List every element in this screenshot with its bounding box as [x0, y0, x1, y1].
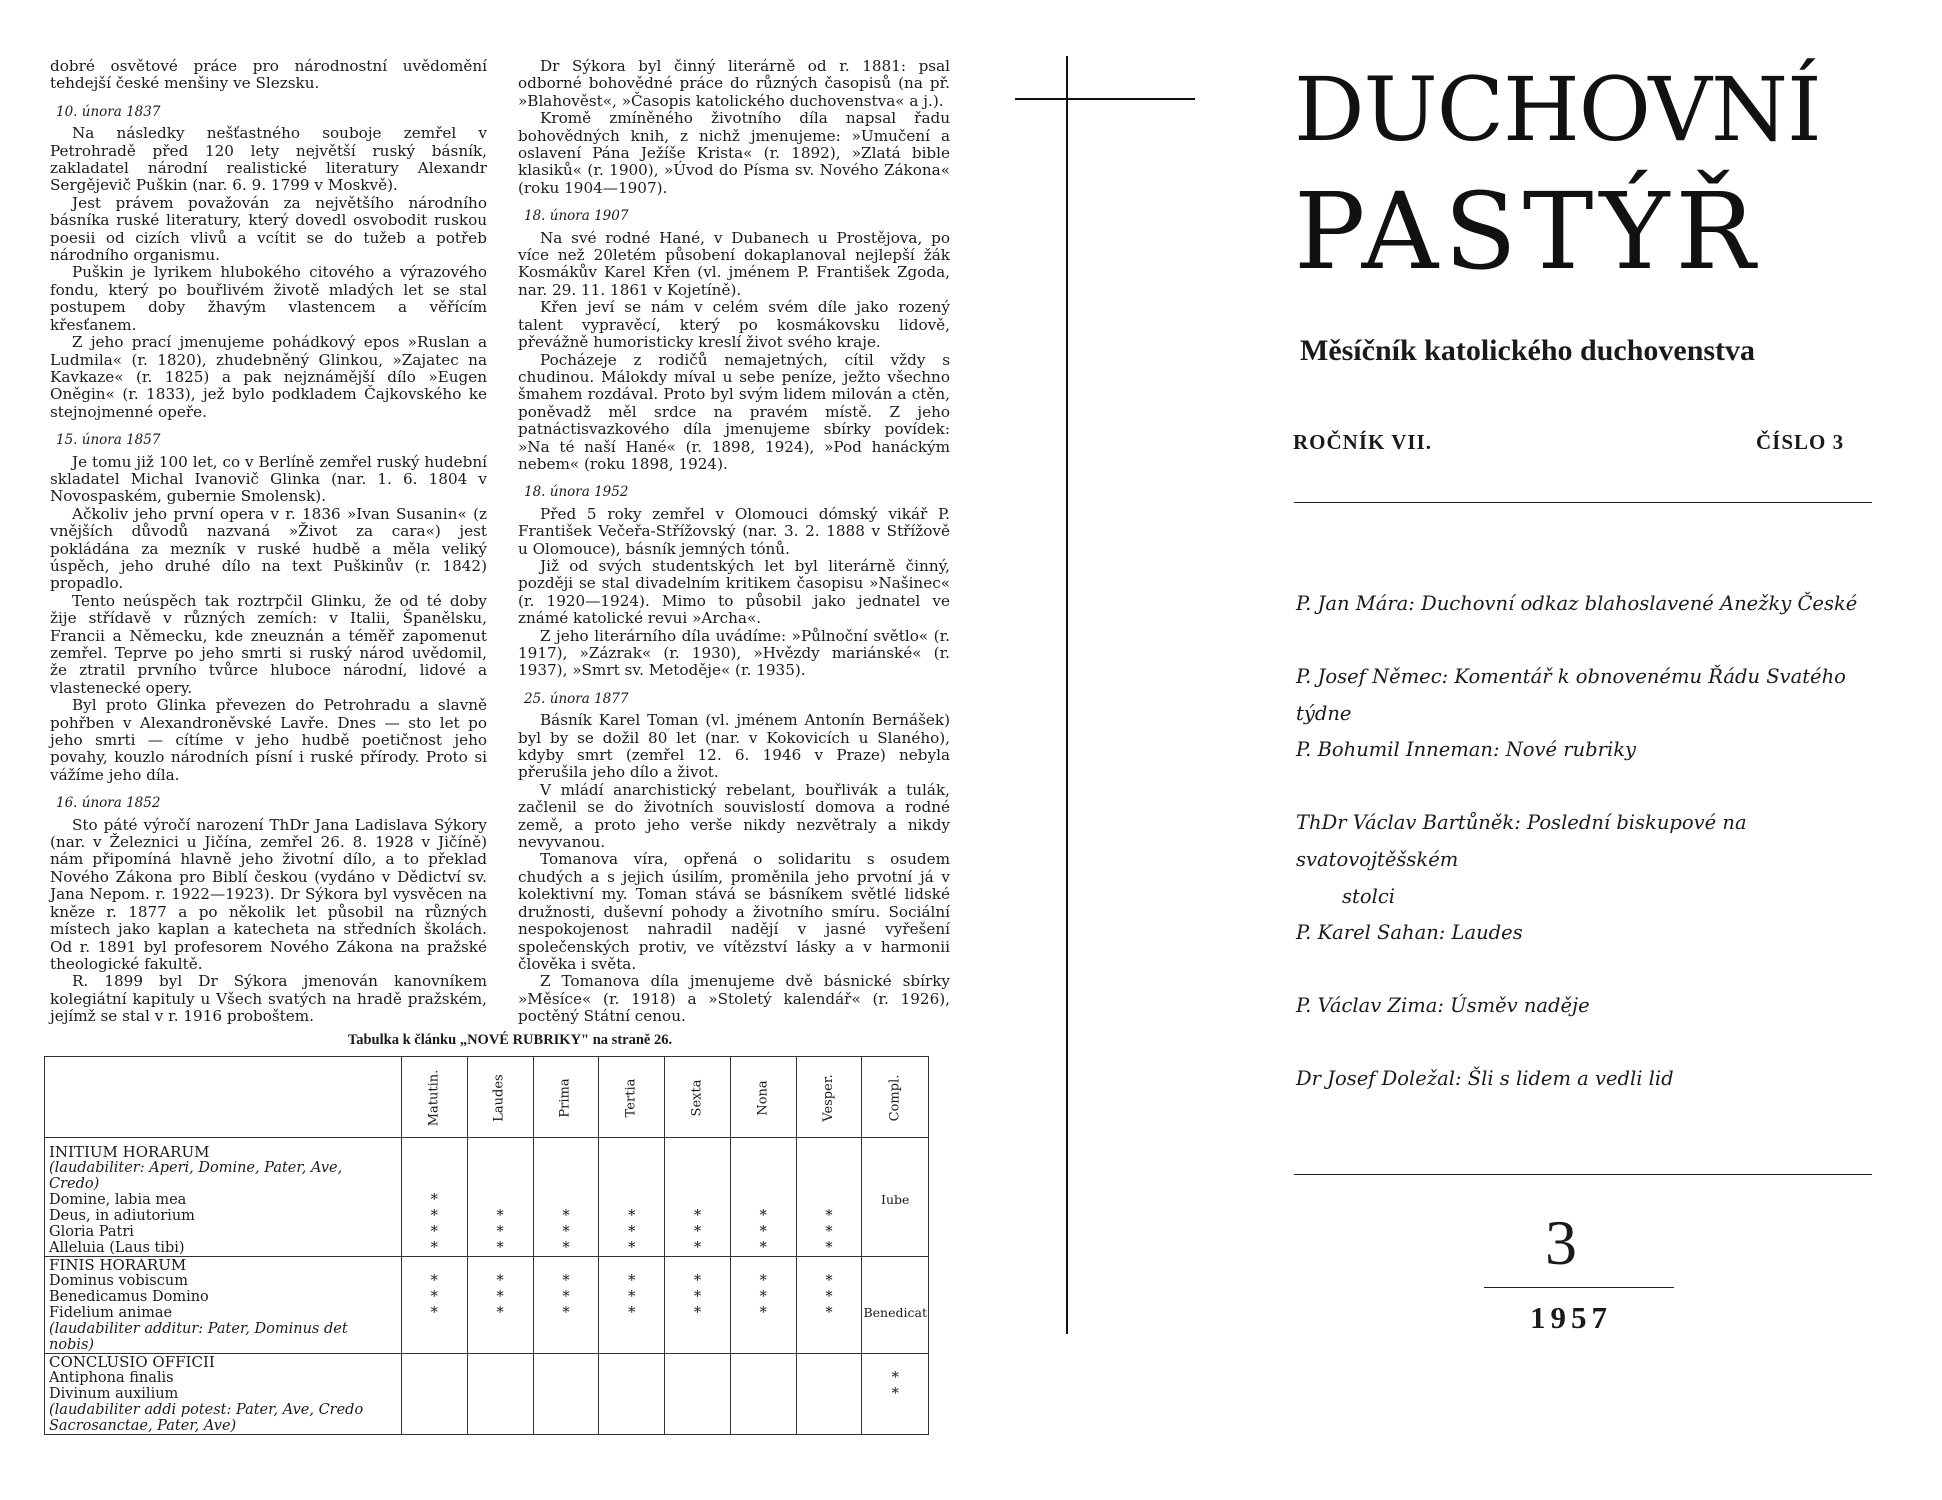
table-header-corner — [45, 1057, 402, 1138]
row-label: (laudabiliter additur: Pater, Dominus det nobis) — [45, 1321, 402, 1354]
row-label: Antiphona finalis — [45, 1370, 402, 1386]
table-cell — [533, 1160, 599, 1192]
table-cell: * — [467, 1240, 533, 1257]
paragraph: V mládí anarchistický rebelant, bouřlivák a tulák, začlenil se do životních souvislostí domova a rodné země, a proto jeho verše nikdy nezvětraly a nikdy nevyvanou. — [518, 780, 950, 852]
table-row — [45, 1354, 929, 1371]
table-column-header — [467, 1057, 533, 1138]
masthead-line-1: DUCHOVNÍ — [1294, 58, 1821, 161]
table-row — [45, 1370, 929, 1386]
table-cell — [599, 1257, 665, 1274]
table-row — [45, 1138, 929, 1161]
table-cell: * — [467, 1208, 533, 1224]
row-label: FINIS HORARUM — [45, 1257, 402, 1274]
table-cell — [665, 1160, 731, 1192]
table-cell: * — [467, 1273, 533, 1289]
row-label: (laudabiliter addi potest: Pater, Ave, Credo Sacrosanctae, Pater, Ave) — [45, 1402, 402, 1435]
toc-entry-text: P. Václav Zima: Úsměv naděje — [1296, 994, 1590, 1017]
toc-entry — [1296, 731, 1896, 804]
row-label: Benedicamus Domino — [45, 1289, 402, 1305]
table-cell — [467, 1192, 533, 1208]
table-cell: * — [599, 1240, 665, 1257]
table-cell — [533, 1354, 599, 1371]
table-row — [45, 1386, 929, 1402]
table-cell: * — [796, 1273, 862, 1289]
cross-vertical-bar — [1066, 56, 1068, 1334]
table-column-header — [862, 1057, 929, 1138]
table-cell: * — [862, 1386, 929, 1402]
table-cell — [665, 1138, 731, 1161]
table-cell — [796, 1160, 862, 1192]
paragraph: Sto páté výročí narození ThDr Jana Ladislava Sýkory (nar. v Železnici u Jičína, zemřel 26. 8. 1928 v Jičíně) nám připomíná hlavně jeho životní dílo, a to překlad Nového Zákona pro Biblí českou (vydáno v Dědictví sv. Jana Nepom. r. 1922—1923). Dr Sýkora byl vysvěcen na kněze r. 1877 a po několik let působil na různých místech jako kaplan a katecheta na středních školách. Od r. 1891 byl profesorem Nového Zákona na pražské theologické fakultě. — [50, 815, 487, 973]
toc-entry-continuation: stolci — [1342, 885, 1395, 908]
table-cell — [599, 1354, 665, 1371]
column-header-label: Laudes — [492, 1073, 508, 1122]
table-cell — [796, 1354, 862, 1371]
table-cell: * — [467, 1289, 533, 1305]
table-cell: * — [730, 1289, 796, 1305]
paragraph: Z jeho literárního díla uvádíme: »Půlnoční světlo« (r. 1917), »Zázrak« (r. 1930), »Hvězdy mariánské« (r. 1937), »Smrt sv. Metoděje« (r. 1935). — [518, 626, 950, 680]
table-cell: * — [401, 1273, 467, 1289]
toc-entry-text: P. Bohumil Inneman: Nové rubriky — [1296, 738, 1637, 761]
divider-rule — [1294, 502, 1872, 503]
paragraph: Dr Sýkora byl činný literárně od r. 1881: psal odborné bohovědné práce do různých časopisů (na př. »Blahověst«, »Časopis katolického duchovenstva« a j.). — [518, 57, 950, 110]
table-cell — [467, 1160, 533, 1192]
table-cell — [862, 1402, 929, 1435]
table-cell — [401, 1321, 467, 1354]
table-cell: * — [599, 1208, 665, 1224]
date-heading: 15. února 1857 — [56, 432, 161, 449]
table-cell — [599, 1386, 665, 1402]
table-cell — [401, 1138, 467, 1161]
table-row — [45, 1224, 929, 1240]
table-cell — [533, 1138, 599, 1161]
table-cell — [665, 1321, 731, 1354]
table-row — [45, 1273, 929, 1289]
table-cell: * — [665, 1305, 731, 1321]
table-cell — [730, 1386, 796, 1402]
table-cell: * — [730, 1208, 796, 1224]
table-cell — [599, 1321, 665, 1354]
table-cell: * — [401, 1224, 467, 1240]
table-cell: * — [533, 1224, 599, 1240]
table-cell — [467, 1370, 533, 1386]
row-label: CONCLUSIO OFFICII — [45, 1354, 402, 1371]
table-cell — [665, 1370, 731, 1386]
table-cell — [533, 1192, 599, 1208]
table-cell — [401, 1160, 467, 1192]
table-cell: * — [665, 1208, 731, 1224]
table-cell — [533, 1386, 599, 1402]
table-cell — [401, 1354, 467, 1371]
table-cell: * — [796, 1305, 862, 1321]
table-column-header — [401, 1057, 467, 1138]
table-cell — [796, 1138, 862, 1161]
table-cell: * — [599, 1305, 665, 1321]
table-cell: * — [730, 1240, 796, 1257]
table-cell — [730, 1192, 796, 1208]
toc-entry — [1296, 804, 1896, 914]
table-cell — [796, 1192, 862, 1208]
table-column-header — [730, 1057, 796, 1138]
table-cell — [862, 1138, 929, 1161]
date-heading: 25. února 1877 — [524, 690, 629, 707]
row-label: Fidelium animae — [45, 1305, 402, 1321]
paragraph: Pocházeje z rodičů nemajetných, cítil vždy s chudinou. Málokdy míval u sebe peníze, ježto všechno šmahem rozdával. Proto byl svým lidem milován a ctěn, poněvadž měl srdce na pravém místě. Z jeho patnáctisvazkového díla jmenujeme sbírky povídek: »Na té naší Hané« (r. 1898, 1924), »Pod hanáckým nebem« (roku 1898, 1924). — [518, 350, 950, 473]
table-cell — [533, 1321, 599, 1354]
paragraph: Básník Karel Toman (vl. jménem Antonín Bernášek) byl by se dožil 80 let (nar. v Kokovicích u Slaného), kdyby smrt (zemřel 12. 6. 1946 v Praze) nebyla přerušila jeho dílo a život. — [518, 711, 950, 782]
table-cell: * — [665, 1273, 731, 1289]
table-cell — [796, 1386, 862, 1402]
paragraph: Křen jeví se nám v celém svém díle jako rozený talent vypravěcí, který po kosmákovsku lidově, převážně humoristicky kreslí život svého kraje. — [518, 298, 950, 352]
table-row — [45, 1192, 929, 1208]
table-cell: Benedicat — [863, 1305, 927, 1320]
table-cell — [862, 1321, 929, 1354]
table-cell: * — [796, 1208, 862, 1224]
table-cell: * — [862, 1370, 929, 1386]
table-cell — [533, 1370, 599, 1386]
table-cell — [730, 1321, 796, 1354]
table-cell: * — [401, 1240, 467, 1257]
row-label: INITIUM HORARUM — [45, 1138, 402, 1161]
table-column-header — [796, 1057, 862, 1138]
table-cell — [467, 1386, 533, 1402]
paragraph: Je tomu již 100 let, co v Berlíně zemřel ruský hudební skladatel Michal Ivanovič Glinka (nar. 1. 6. 1804 v Novospaském, gubernie Smolensk). — [50, 452, 487, 506]
table-cell: * — [599, 1289, 665, 1305]
table-cell — [401, 1257, 467, 1274]
toc-entry-text: P. Josef Němec: Komentář k obnovenému Řádu Svatého týdne — [1296, 665, 1846, 725]
table-cell: Iube — [862, 1192, 929, 1208]
table-cell: * — [730, 1273, 796, 1289]
table-column-header — [599, 1057, 665, 1138]
toc-entry-text: P. Karel Sahan: Laudes — [1296, 921, 1523, 944]
table-header-row — [45, 1057, 929, 1138]
divider-rule — [1294, 1174, 1872, 1175]
table-cell — [467, 1354, 533, 1371]
table-cell: * — [599, 1273, 665, 1289]
date-heading: 18. února 1907 — [524, 208, 629, 225]
column-header-label: Sexta — [689, 1079, 705, 1116]
table-cell — [599, 1138, 665, 1161]
row-label: Deus, in adiutorium — [45, 1208, 402, 1224]
table-cell — [665, 1402, 731, 1435]
paragraph: Již od svých studentských let byl literárně činný, později se stal divadelním kritikem časopisu »Našinec« (r. 1920—1924). Mimo to působil jako jednatel ve známé katolické revui »Archa«. — [518, 556, 950, 628]
table-cell: * — [533, 1305, 599, 1321]
row-label: Alleluia (Laus tibi) — [45, 1240, 402, 1257]
table-cell — [730, 1370, 796, 1386]
table-cell — [730, 1138, 796, 1161]
table-cell — [401, 1402, 467, 1435]
table-cell — [599, 1160, 665, 1192]
row-label: Domine, labia mea — [45, 1192, 402, 1208]
table-cell: * — [796, 1224, 862, 1240]
table-row — [45, 1305, 929, 1321]
table-column-header — [665, 1057, 731, 1138]
rubrics-table — [44, 1056, 929, 1435]
column-header-label: Compl. — [887, 1074, 903, 1121]
masthead-subtitle: Měsíčník katolického duchovenstva — [1300, 334, 1756, 367]
table-cell: * — [533, 1208, 599, 1224]
paragraph: Puškin je lyrikem hlubokého citového a výrazového fondu, který po bouřlivém životě mladých let se stal postupem doby žhavým vlastencem a věřícím křesťanem. — [50, 263, 487, 334]
column-header-label: Tertia — [623, 1078, 639, 1117]
paragraph: Jest právem považován za největšího národního básníka ruské literatury, který dovedl osvobodit ruskou poesii od cizích vlivů a vcítit se do tužeb a potřeb národního organismu. — [50, 193, 487, 265]
table-cell — [862, 1257, 929, 1274]
table-cell — [665, 1257, 731, 1274]
table-cell: * — [401, 1208, 467, 1224]
table-column-header — [533, 1057, 599, 1138]
table-cell: * — [401, 1305, 467, 1321]
paragraph: Tento neúspěch tak roztrpčil Glinku, že od té doby žije střídavě v různých zemích: v Italii, Španělsku, Francii a Německu, kde zneuznán a téměř zapomenut zemřel. Teprve po jeho smrti si ruský národ uvědomil, že ztratil prvního tvůrce hluboce národní, lidové a vlastenecké opery. — [50, 591, 487, 697]
volume-label: ROČNÍK VII. — [1293, 430, 1432, 454]
table-row — [45, 1208, 929, 1224]
article-column-left — [50, 58, 487, 1026]
paragraph: Na následky nešťastného souboje zemřel v Petrohradě před 120 lety největší ruský básník, zakladatel národní realistické literatury Alexandr Sergějevič Puškin (nar. 6. 9. 1799 v Moskvě). — [50, 124, 487, 195]
table-cell — [730, 1160, 796, 1192]
paragraph: Z jeho prací jmenujeme pohádkový epos »Ruslan a Ludmila« (r. 1820), zhudebněný Glinkou, »Zajatec na Kavkaze« (r. 1825) a pak nejznámější dílo »Eugen Oněgin« (r. 1833), jež bylo podkladem Čajkovského ke stejnojmenné opeře. — [50, 333, 487, 421]
table-row — [45, 1240, 929, 1257]
table-cell: * — [665, 1224, 731, 1240]
table-cell — [796, 1321, 862, 1354]
table-cell — [796, 1402, 862, 1435]
table-cell: * — [796, 1240, 862, 1257]
table-cell: * — [730, 1224, 796, 1240]
toc-entry-text: Dr Josef Doležal: Šli s lidem a vedli lid — [1296, 1067, 1674, 1090]
column-header-label: Vesper. — [821, 1073, 837, 1122]
table-cell — [401, 1370, 467, 1386]
table-cell: * — [401, 1289, 467, 1305]
table-cell — [862, 1208, 929, 1224]
table-cell: * — [730, 1305, 796, 1321]
table-cell — [467, 1321, 533, 1354]
row-label: Gloria Patri — [45, 1224, 402, 1240]
table-cell — [533, 1402, 599, 1435]
table-cell — [599, 1402, 665, 1435]
table-cell — [862, 1354, 929, 1371]
paragraph: Tomanova víra, opřená o solidaritu s osudem chudých a s jejich úsilím, proměnila jeho prvotní já v kolektivní my. Toman stává se básníkem světlé lidské družnosti, duševní pohody a životního smíru. Sociální nespokojenost nahradil nadějí v jasné vyřešení společenských protiv, ve vítězství lásky a v harmonii člověka i světa. — [518, 850, 950, 973]
table-cell — [401, 1386, 467, 1402]
date-heading: 18. února 1952 — [524, 484, 629, 501]
table-cell: * — [533, 1273, 599, 1289]
issue-number: 3 — [1545, 1207, 1577, 1278]
paragraph: dobré osvětové práce pro národnostní uvědomění tehdejší české menšiny ve Slezsku. — [50, 57, 487, 93]
row-label: Dominus vobiscum — [45, 1273, 402, 1289]
column-header-label: Prima — [557, 1077, 573, 1118]
table-row — [45, 1160, 929, 1192]
column-header-label: Matutin. — [426, 1069, 442, 1126]
table-cell — [665, 1354, 731, 1371]
table-cell — [862, 1273, 929, 1289]
table-cell — [730, 1402, 796, 1435]
toc-entry — [1296, 914, 1896, 987]
table-row — [45, 1257, 929, 1274]
table-cell — [665, 1192, 731, 1208]
table-cell: * — [533, 1240, 599, 1257]
paragraph: Na své rodné Hané, v Dubanech u Prostějova, po více než 20letém působení dokaplanoval nejlepší žák Kosmákův Karel Křen (vl. jménem P. František Zgoda, nar. 29. 11. 1861 v Kojetíně). — [518, 228, 950, 299]
toc-entry-text: ThDr Václav Bartůněk: Poslední biskupové na svatovojtěšském — [1296, 811, 1747, 871]
divider-rule — [1484, 1287, 1674, 1288]
row-label: Divinum auxilium — [45, 1386, 402, 1402]
table-cell: * — [467, 1224, 533, 1240]
table-caption: Tabulka k článku „NOVÉ RUBRIKY" na straně 26. — [347, 1032, 673, 1048]
table-cell — [599, 1370, 665, 1386]
table-cell — [665, 1386, 731, 1402]
cross-horizontal-bar — [1015, 98, 1195, 100]
article-column-right — [518, 58, 950, 1026]
table-cell — [862, 1224, 929, 1240]
table-cell — [862, 1289, 929, 1305]
table-cell — [467, 1257, 533, 1274]
paragraph: Byl proto Glinka převezen do Petrohradu a slavně pohřben v Alexandroněvské Lavře. Dnes — sto let po jeho smrti — cítíme v jeho hudbě poetičnost jeho povahy, kouzlo národních písní i ruské přírody. Proto si vážíme jeho díla. — [50, 696, 487, 784]
table-of-contents — [1296, 585, 1896, 1133]
table-cell — [467, 1402, 533, 1435]
masthead-line-2: PASTÝŘ — [1294, 170, 1762, 293]
table-cell: * — [467, 1305, 533, 1321]
table-cell — [862, 1160, 929, 1192]
toc-entry — [1296, 987, 1896, 1060]
date-heading: 10. února 1837 — [56, 103, 161, 120]
toc-entry — [1296, 1060, 1896, 1133]
toc-entry-text: P. Jan Mára: Duchovní odkaz blahoslavené Anežky České — [1296, 592, 1858, 615]
table-cell: * — [665, 1240, 731, 1257]
table-row — [45, 1321, 929, 1354]
table-cell — [796, 1257, 862, 1274]
table-cell — [533, 1257, 599, 1274]
column-header-label: Nona — [755, 1079, 771, 1116]
table-row — [45, 1289, 929, 1305]
table-row — [45, 1402, 929, 1435]
date-heading: 16. února 1852 — [56, 795, 161, 812]
toc-entry — [1296, 585, 1896, 658]
table-cell — [730, 1257, 796, 1274]
table-cell — [730, 1354, 796, 1371]
table-cell — [467, 1138, 533, 1161]
paragraph: Ačkoliv jeho první opera v r. 1836 »Ivan Susanin« (z vnějších důvodů nazvaná »Život za cara«) jest pokládána za mezník v ruské hudbě a měla veliký úspěch, jeho druhé dílo na text Puškinův (r. 1842) propadlo. — [50, 504, 487, 593]
issue-year: 1957 — [1530, 1300, 1612, 1335]
table-cell — [599, 1192, 665, 1208]
paragraph: R. 1899 byl Dr Sýkora jmenován kanovníkem kolegiátní kapituly u Všech svatých na hradě pražském, jejímž se stal v r. 1916 proboštem. — [50, 972, 487, 1026]
paragraph: Před 5 roky zemřel v Olomouci dómský vikář P. František Večeřa-Střížovský (nar. 3. 2. 1888 v Střížově u Olomouce), básník jemných tónů. — [518, 504, 950, 558]
paragraph: Z Tomanova díla jmenujeme dvě básnické sbírky »Měsíce« (r. 1918) a »Stoletý kalendář« (r. 1926), poctěný Státní cenou. — [518, 972, 950, 1026]
issue-label: ČÍSLO 3 — [1756, 430, 1845, 454]
toc-entry — [1296, 658, 1896, 731]
table-cell: * — [599, 1224, 665, 1240]
table-cell: * — [796, 1289, 862, 1305]
table-cell: * — [533, 1289, 599, 1305]
table-cell: * — [401, 1192, 467, 1208]
table-cell — [862, 1240, 929, 1257]
table-cell: * — [665, 1289, 731, 1305]
row-label: (laudabiliter: Aperi, Domine, Pater, Ave, Credo) — [45, 1160, 402, 1192]
table-cell — [796, 1370, 862, 1386]
paragraph: Kromě zmíněného životního díla napsal řadu bohovědných knih, z nichž jmenujeme: »Umučení a oslavení Pána Ježíše Krista« (r. 1892), »Zlatá bible klasiků« (r. 1900), »Úvod do Písma sv. Nového Zákona« (roku 1904—1907). — [518, 109, 950, 197]
